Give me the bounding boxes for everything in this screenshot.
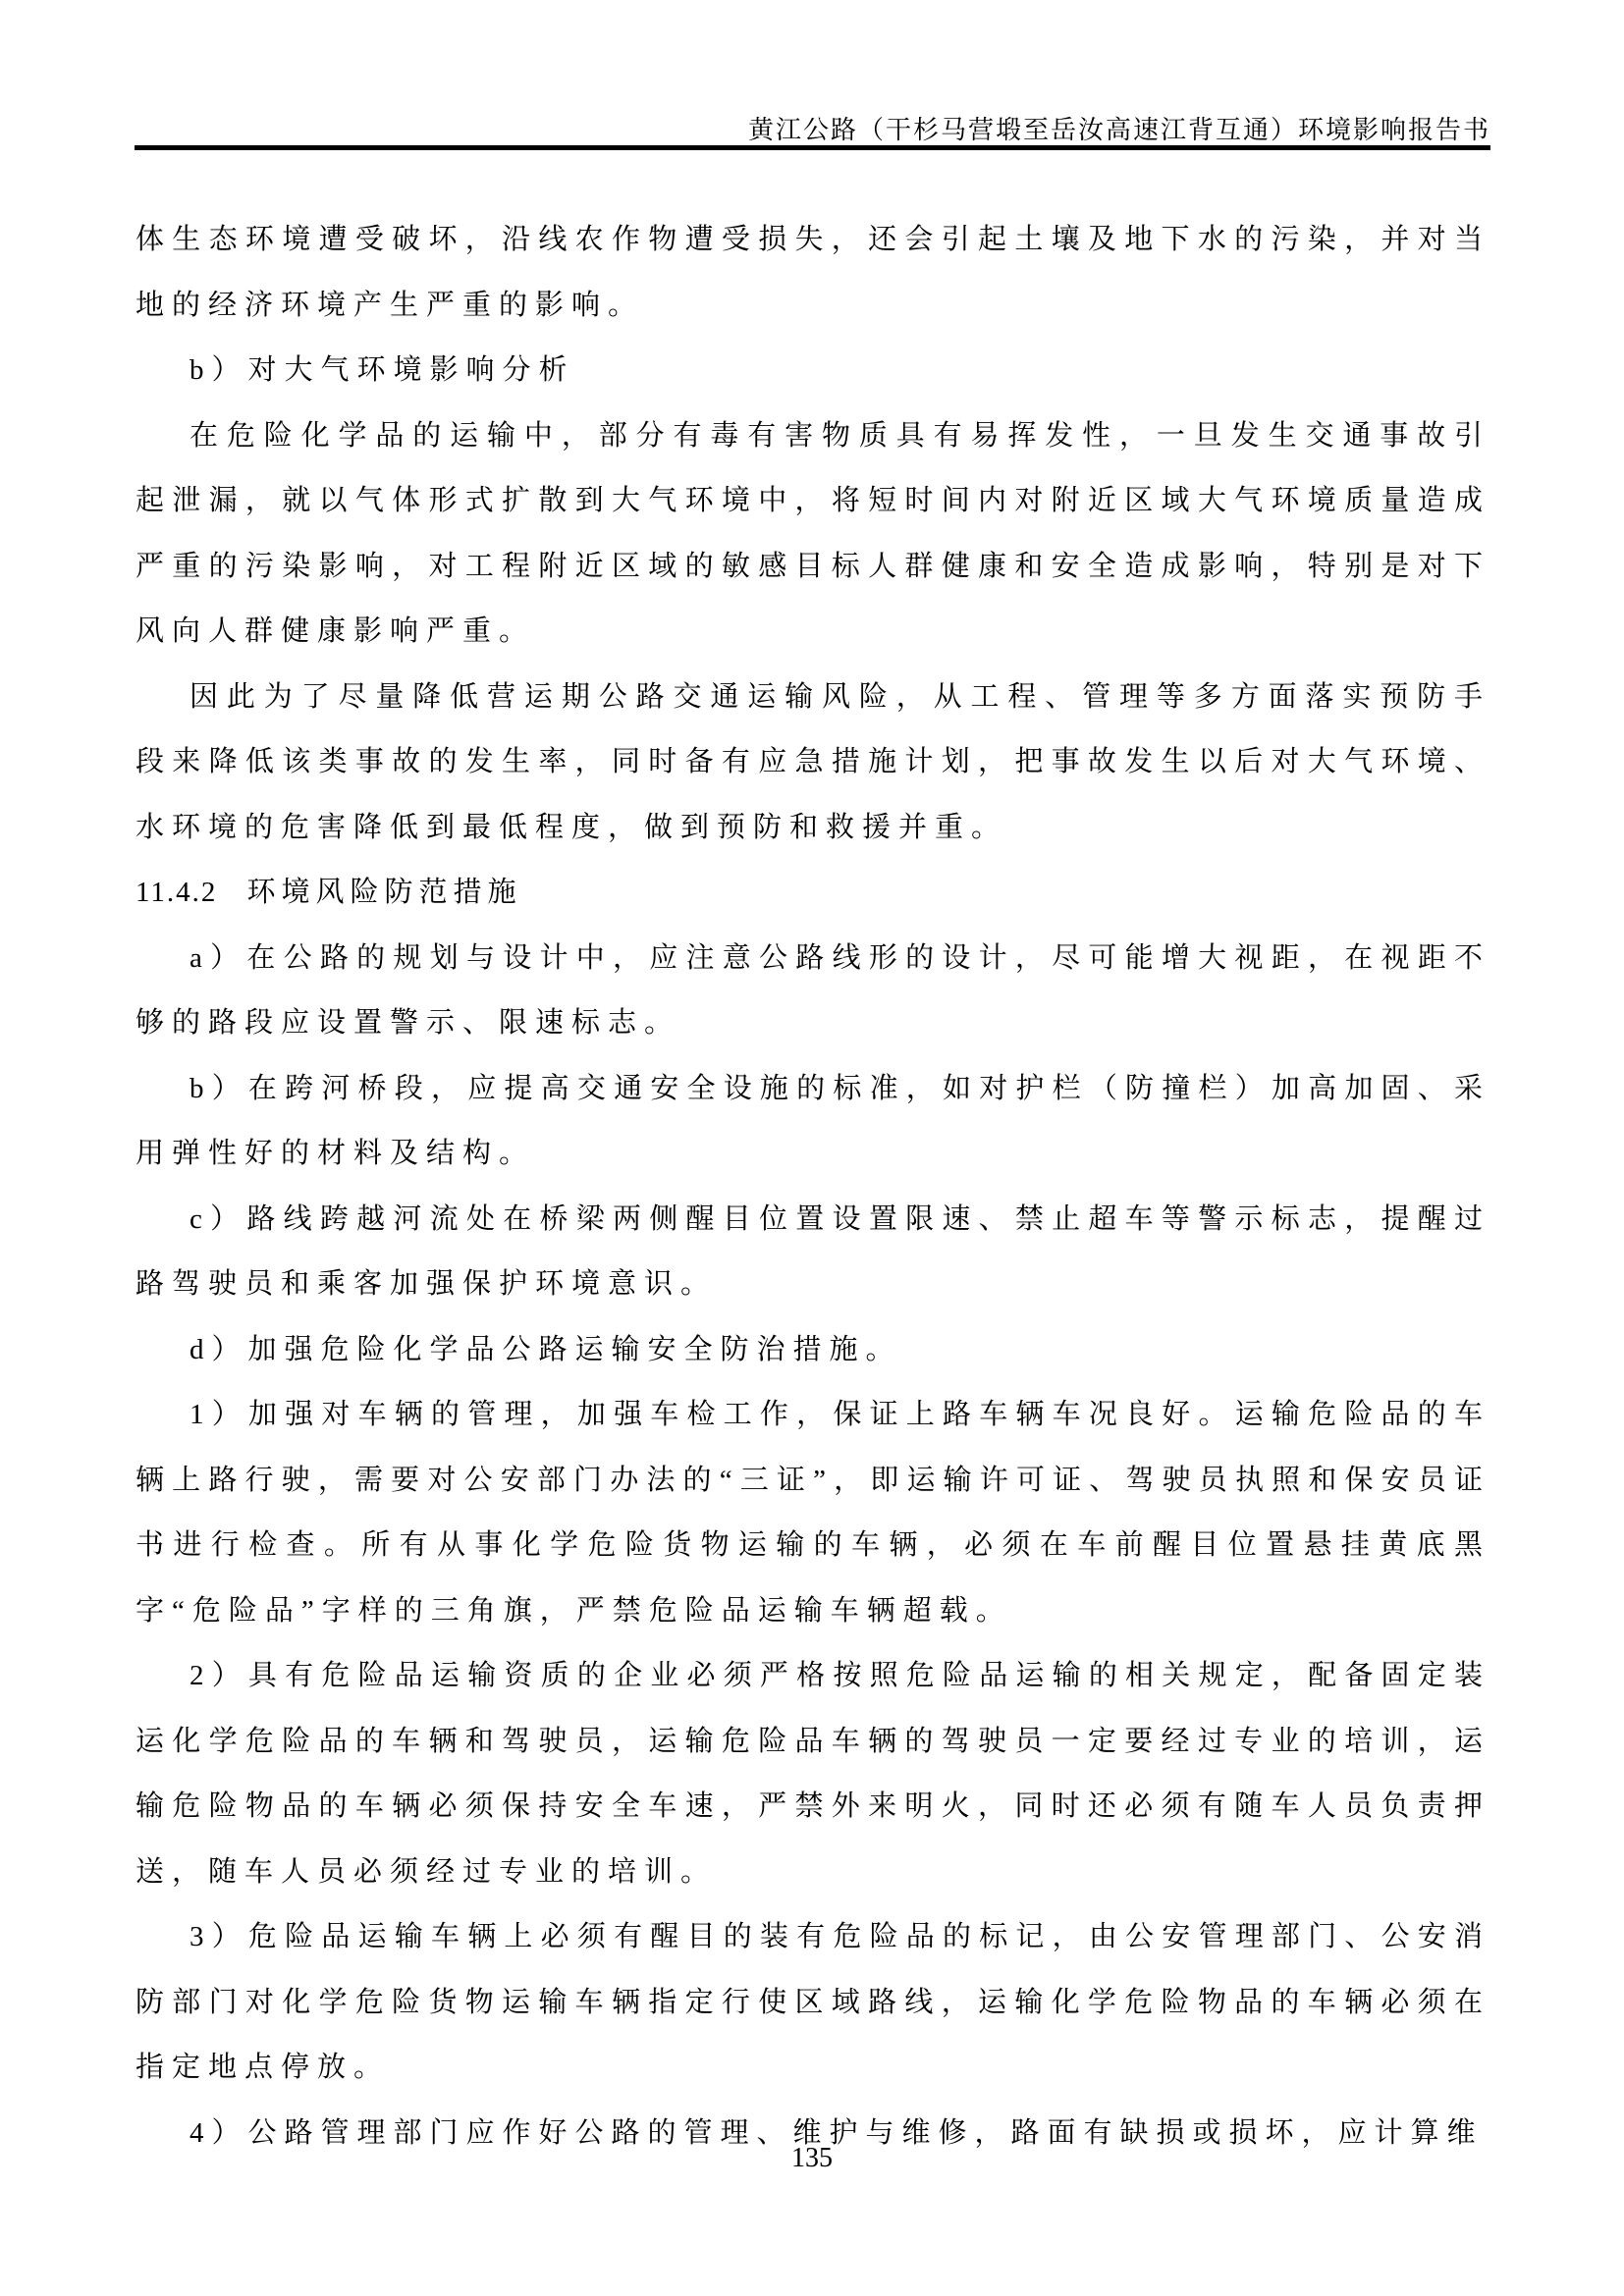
paragraph: 因此为了尽量降低营运期公路交通运输风险，从工程、管理等多方面落实预防手段来降低该类事故的发生率，同时备有应急措施计划，把事故发生以后对大气环境、水环境的危害降低到最低程度，做到预防和救援并重。 (135, 680, 1490, 843)
section-heading (135, 860, 1490, 926)
section-title: 环境风险防范措施 (246, 877, 522, 908)
page-header-title: 黄江公路（干杉马营塅至岳汝高速江背互通）环境影响报告书 (747, 116, 1490, 144)
document-body (135, 207, 1490, 2165)
paragraph: d）加强危险化学品公路运输安全防治措施。 (189, 1333, 902, 1365)
paragraph-group-after-heading (135, 926, 1490, 2166)
page-number: 135 (791, 2143, 833, 2173)
paragraph: b）对大气环境影响分析 (189, 354, 575, 386)
paragraph: c）路线跨越河流处在桥梁两侧醒目位置设置限速、禁止超车等警示标志，提醒过路驾驶员和乘客加强保护环境意识。 (135, 1202, 1490, 1300)
paragraph: 3）危险品运输车辆上必须有醒目的装有危险品的标记，由公安管理部门、公安消防部门对化学危险货物运输车辆指定行使区域路线，运输化学危险物品的车辆必须在指定地点停放。 (135, 1921, 1490, 2083)
paragraph-group-before-heading (135, 207, 1490, 860)
paragraph: 2）具有危险品运输资质的企业必须严格按照危险品运输的相关规定，配备固定装运化学危险品的车辆和驾驶员，运输危险品车辆的驾驶员一定要经过专业的培训，运输危险物品的车辆必须保持安全车速，严禁外来明火，同时还必须有随车人员负责押送，随车人员必须经过专业的培训。 (135, 1660, 1490, 1888)
paragraph: 体生态环境遭受破坏，沿线农作物遭受损失，还会引起土壤及地下水的污染，并对当地的经济环境产生严重的影响。 (135, 224, 1490, 321)
paragraph: a）在公路的规划与设计中，应注意公路线形的设计，尽可能增大视距，在视距不够的路段应设置警示、限速标志。 (135, 941, 1490, 1039)
section-number: 11.4.2 (135, 877, 218, 908)
header-divider-rule (135, 145, 1490, 150)
paragraph: 1）加强对车辆的管理，加强车检工作，保证上路车辆车况良好。运输危险品的车辆上路行驶，需要对公安部门办法的“三证”，即运输许可证、驾驶员执照和保安员证书进行检查。所有从事化学危险货物运输的车辆，必须在车前醒目位置悬挂黄底黑字“危险品”字样的三角旗，严禁危险品运输车辆超载。 (135, 1399, 1490, 1627)
paragraph: 在危险化学品的运输中，部分有毒有害物质具有易挥发性，一旦发生交通事故引起泄漏，就以气体形式扩散到大气环境中，将短时间内对附近区域大气环境质量造成严重的污染影响，对工程附近区域的敏感目标人群健康和安全造成影响，特别是对下风向人群健康影响严重。 (135, 419, 1490, 647)
paragraph: b）在跨河桥段，应提高交通安全设施的标准，如对护栏（防撞栏）加高加固、采用弹性好的材料及结构。 (135, 1072, 1490, 1169)
paragraph: 4）公路管理部门应作好公路的管理、维护与维修，路面有缺损或损坏，应计算维 (189, 2116, 1484, 2149)
